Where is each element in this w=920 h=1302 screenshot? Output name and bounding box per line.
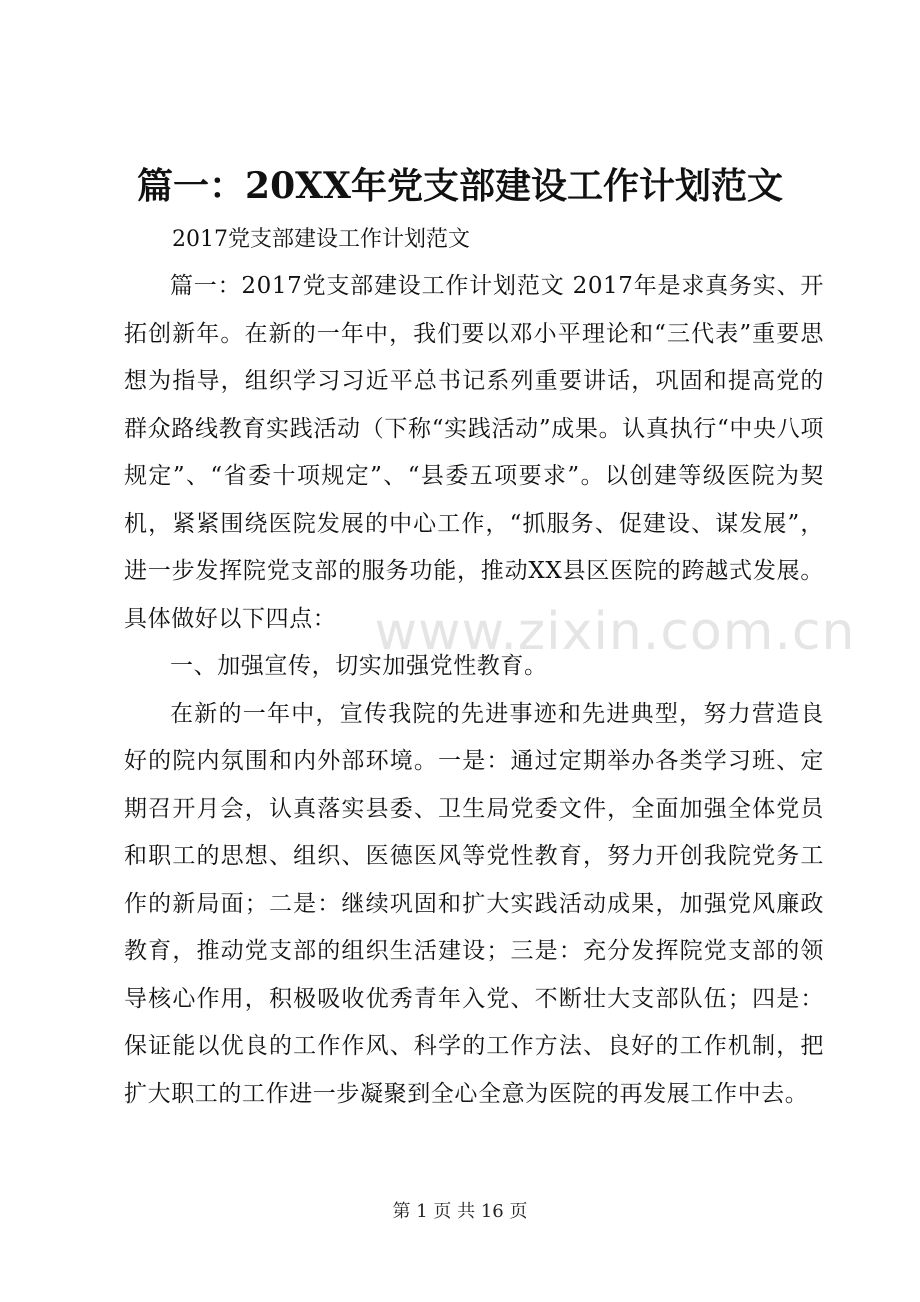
paragraph-heading-one: 一、加强宣传，切实加强党性教育。 <box>170 653 548 679</box>
page-footer: 第 1 页 共 16 页 <box>392 1201 528 1222</box>
document-subtitle: 2017党支部建设工作计划范文 <box>172 227 470 252</box>
paragraph-intro: 篇一：2017党支部建设工作计划范文 2017年是求真务实、开拓创新年。在新的一年中，我们要以邓小平理论和“三代表”重要思想为指导，组织学习习近平总书记系列重要讲话，巩固和提高党的群众路线教育实践活动（下称“实践活动”成果。认真执行“中央八项规定”、“省委十项规定”、“县委五项要求”。以创建等级医院为契机，紧紧围绕医院发展的中心工作，“抓服务、促建设、谋发展”，进一步发挥院党支部的服务功能，推动XX县区医院的跨越式发展。具体做好以下四点： <box>124 273 824 632</box>
document-title: 篇一：20XX年党支部建设工作计划范文 <box>137 165 783 207</box>
watermark: www.zixin.com.cn <box>374 602 856 662</box>
document-body <box>124 263 824 1118</box>
paragraph-details: 在新的一年中，宣传我院的先进事迹和先进典型，努力营造良好的院内氛围和内外部环境。一是：通过定期举办各类学习班、定期召开月会，认真落实县委、卫生局党委文件，全面加强全体党员和职工的思想、组织、医德医风等党性教育，努力开创我院党务工作的新局面；二是：继续巩固和扩大实践活动成果，加强党风廉政教育，推动党支部的组织生活建设；三是：充分发挥院党支部的领导核心作用，积极吸收优秀青年入党、不断壮大支部队伍；四是：保证能以优良的工作作风、科学的工作方法、良好的工作机制，把扩大职工的工作进一步凝聚到全心全意为医院的再发展工作中去。 <box>124 700 824 1107</box>
